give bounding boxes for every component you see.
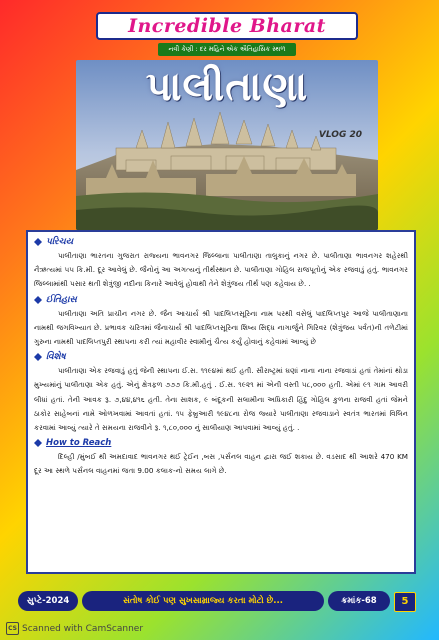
section-special-text: પાલીતાણા એક રજવાડું હતું જેની સ્થાપના ઈ.સ. ૧૧૯૪માં થઈ હતી. સૌરાષ્ટ્રમાં ઘણાં નાના નાના રજવાડાં હતાં તેમાંનાં થોડા મુખ્યમાંનું પાલીતાણા એક હતું. એનું ક્ષેત્રફળ ૭૭૭ કિ.મી.હતું . ઈ.સ. ૧૯૨૧ માં એની વસ્તી ૫૮,૦૦૦ હતી. એમાં ૯૧ ગામ આવરી લીધાં હતાં. તેની આવક રૂ. ૭,૪૪,૪૧૬ હતી. તેના સાશક, ૯ બંદૂકની સલામીના અધિકારી હિંદુ ગોહિલ કુળના રાજવી હતાં જેમને ઠાકોર સાહેબનાં નામે ઓળખવામાં આવતાં હતાં. ૧૫ ફેબ્રુઆરી ૧૯૪૮ના રોજ જ્યારે પાલીતાણા રજવાડાને સ્વતંત્ર ભારતમાં વિલિન કરવામાં આવ્યું ત્યારે તે સમયના રાજવીને રૂ. ૧,૮૦,૦૦૦ નું સાલીયાણ આપવામાં આવ્યું હતું. . <box>34 366 408 433</box>
page-number: 5 <box>394 592 416 612</box>
section-special-heading <box>34 350 408 364</box>
watermark-text: Scanned with CamScanner <box>22 623 144 634</box>
section-howto-heading <box>34 436 408 450</box>
camscanner-icon: CS <box>6 622 19 635</box>
section-intro-heading <box>34 235 408 249</box>
scanner-watermark <box>6 622 143 635</box>
issue-number: ક્રમાંક-68 <box>328 591 390 611</box>
issue-date: સુપ્ટે-2024 <box>18 591 78 611</box>
section-intro-text: પાલીતાણા ભારતના ગુજરાત રાજ્યના ભાવનગર જિલ્લાના પાલીતાણા તાલુકાનું નગર છે. પાલીતાણા ભાવનગર શહેરથી નૈઋત્યમાં ૫૫ કિ.મી. દૂર આવેલું છે. જૈનોનું આ અગત્યનું તીર્થસ્થાન છે. પાલીતાણા ગોહિલ રાજપૂતોનું એક રજવાડું હતું. ભાવનગર જિલ્લામાંથી પસાર થતી શેત્રુંજી નદીના કિનારે આવેલું હોવાથી તેને શેત્રુંજય તીર્થ પણ કહેવાય છે. . <box>34 251 408 289</box>
diamond-bullet-icon <box>34 296 42 304</box>
section-heading-label: વિશેષ <box>46 352 66 363</box>
diamond-bullet-icon <box>34 353 42 361</box>
masthead-title: Incredible Bharat <box>128 15 326 37</box>
hero-photo <box>76 60 378 230</box>
footer-tagline: સંતોષ કોઈ પણ સુખસામ્રાજ્ય કરતા મોટો છે... <box>82 591 324 611</box>
diamond-bullet-icon <box>34 238 42 246</box>
section-heading-label: ઈતિહાસ <box>46 294 77 305</box>
section-history-heading <box>34 293 408 307</box>
masthead <box>96 12 358 40</box>
diamond-bullet-icon <box>34 439 42 447</box>
article-body <box>26 230 416 574</box>
section-history-text: પાલીતાણા અતિ પ્રાચીન નગર છે. જૈન આચાર્ય શ્રી પાદલિપ્તસૂરિના નામ પરથી વસેલું પાદલિપ્તપુર આજે પાલીતાણાના નામથી જગવિખ્યાત છે. પ્રભાવક ચરિત્રમાં જૈનાચાર્ય શ્રી પાદલિપ્તસૂરિના શિષ્ય સિદ્ધ નાગાર્જુને ગિરિવર (શેત્રુંજય પર્વત)ની તળેટીમાં ગુરુના નામથી પાદલિપ્તપુરી સ્થાપના કરી ત્યાં મહાવીર સ્વામીનું ચૈત્ય કર્યું હોવાનું કહેવામાં આવ્યું છે <box>34 308 408 347</box>
section-heading-label: પરિચય <box>46 237 74 247</box>
series-subtitle: નવી કેણી : દર મહિને એક ઐતિહાસિક સ્થળ <box>158 43 296 56</box>
vlog-tag: VLOG 20 <box>318 130 362 140</box>
hero-title: પાલીતાણા <box>145 64 309 110</box>
footer-bar <box>18 591 424 611</box>
section-heading-label: How to Reach <box>46 438 112 449</box>
section-howto-text: દિલ્હી /મુંબઈ થી અમદાવાદ ભાવનગર થઈ ટ્રેઈન ,બસ ,પર્સનલ વાહન દ્વારા જઈ શકાય છે. વડસાદ થી આશરે 470 KM દૂર આ સ્થળે પર્સનલ વાહનમાં જતા 9.00 કલાક-નો સમય લાગે છે. <box>34 452 408 476</box>
